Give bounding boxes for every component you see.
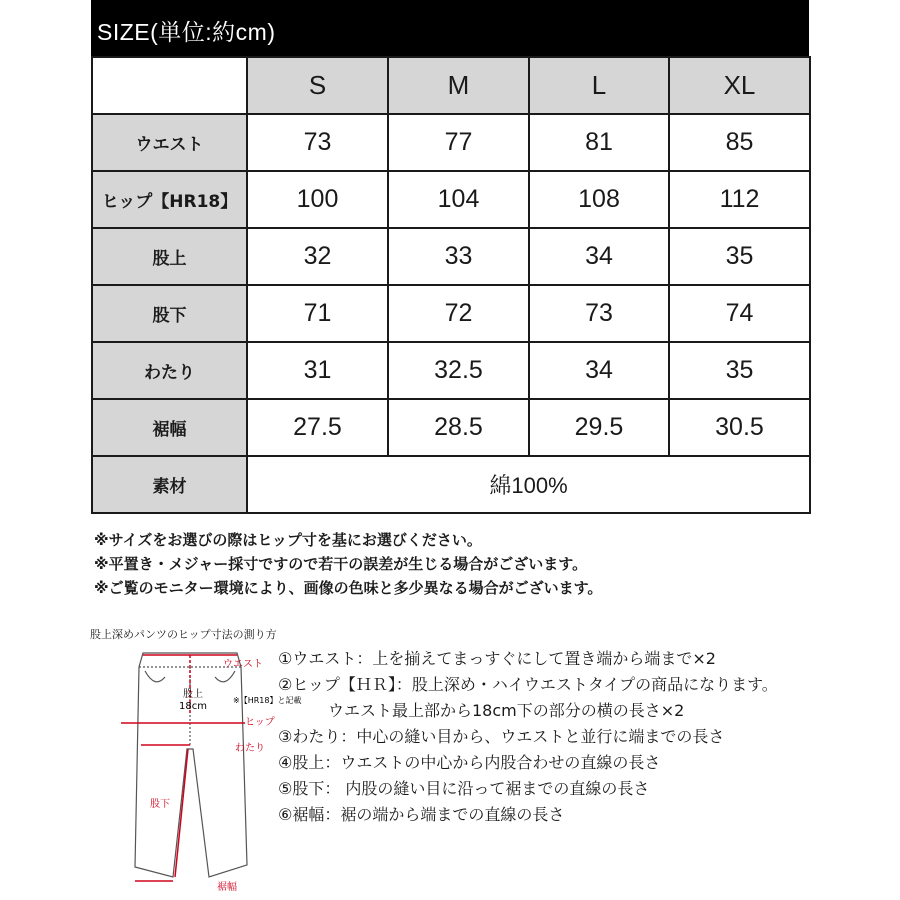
table-cell: 28.5 <box>388 399 529 456</box>
pants-diagram <box>95 645 302 895</box>
material-value: 綿100% <box>247 456 810 513</box>
table-cell: 30.5 <box>669 399 810 456</box>
note-line: ※ご覧のモニター環境により、画像の色味と多少異なる場合がございます。 <box>94 579 603 597</box>
size-header-row <box>92 57 810 114</box>
label-hem: 裾幅 <box>217 882 237 893</box>
step-item: ②ヒップ【ＨＲ】：股上深め・ハイウエストタイプの商品になります。 <box>278 675 778 694</box>
label-inseam: 股下 <box>150 799 170 810</box>
table-cell: 31 <box>247 342 388 399</box>
notes <box>94 528 602 600</box>
table-cell: 34 <box>529 228 669 285</box>
row-label: 素材 <box>92 456 247 513</box>
label-thigh: わたり <box>235 743 265 754</box>
step-item: ⑥裾幅：裾の端から端までの直線の長さ <box>278 805 565 824</box>
size-col-m: M <box>388 57 529 114</box>
note-line: ※平置き・メジャー採寸ですので若干の誤差が生じる場合がございます。 <box>94 555 588 573</box>
size-col-s: S <box>247 57 388 114</box>
table-cell: 32.5 <box>388 342 529 399</box>
row-label: 股上 <box>92 228 247 285</box>
table-cell: 32 <box>247 228 388 285</box>
table-cell: 100 <box>247 171 388 228</box>
size-col-l: L <box>529 57 669 114</box>
size-table <box>91 56 811 514</box>
step-item: ④股上：ウエストの中心から内股合わせの直線の長さ <box>278 753 661 772</box>
step-item: ③わたり：中心の縫い目から、ウエストと並行に端までの長さ <box>278 727 725 746</box>
diagram-title: 股上深めパンツのヒップ寸法の測り方 <box>90 628 277 641</box>
table-cell: 73 <box>529 285 669 342</box>
table-row-rise <box>92 228 810 285</box>
label-waist: ウエスト <box>223 659 263 670</box>
table-cell: 35 <box>669 228 810 285</box>
inseam-line <box>175 749 188 877</box>
row-label: 裾幅 <box>92 399 247 456</box>
table-cell: 72 <box>388 285 529 342</box>
pants-outline <box>135 653 247 877</box>
row-label: ウエスト <box>92 114 247 171</box>
label-rise-length: 18cm <box>179 701 207 712</box>
table-cell: 33 <box>388 228 529 285</box>
table-cell: 85 <box>669 114 810 171</box>
note-line: ※サイズをお選びの際はヒップ寸を基にお選びください。 <box>94 531 482 549</box>
label-rise: 股上 <box>183 689 203 700</box>
table-cell: 112 <box>669 171 810 228</box>
table-row-hip <box>92 171 810 228</box>
table-cell: 34 <box>529 342 669 399</box>
step-item: ウエスト最上部から18cm下の部分の横の長さ×2 <box>328 701 685 720</box>
measurement-steps <box>278 646 778 828</box>
table-cell: 77 <box>388 114 529 171</box>
table-row-material <box>92 456 810 513</box>
table-cell: 27.5 <box>247 399 388 456</box>
table-cell: 104 <box>388 171 529 228</box>
step-item: ①ウエスト：上を揃えてまっすぐにして置き端から端まで×2 <box>278 649 716 668</box>
table-row-thigh <box>92 342 810 399</box>
table-cell: 29.5 <box>529 399 669 456</box>
label-hr-note: ※【HR18】と記載 <box>233 696 302 705</box>
size-col-xl: XL <box>669 57 810 114</box>
table-cell: 81 <box>529 114 669 171</box>
table-row-inseam <box>92 285 810 342</box>
size-header <box>91 0 809 56</box>
table-row-waist <box>92 114 810 171</box>
corner-cell <box>92 57 247 114</box>
table-cell: 73 <box>247 114 388 171</box>
table-cell: 35 <box>669 342 810 399</box>
table-cell: 71 <box>247 285 388 342</box>
row-label: ヒップ【HR18】 <box>92 171 247 228</box>
step-item: ⑤股下： 内股の縫い目に沿って裾までの直線の長さ <box>278 779 650 798</box>
size-title: SIZE(単位:約cm) <box>97 19 276 45</box>
table-cell: 108 <box>529 171 669 228</box>
row-label: 股下 <box>92 285 247 342</box>
label-hip: ヒップ <box>245 717 275 728</box>
table-row-hem <box>92 399 810 456</box>
table-cell: 74 <box>669 285 810 342</box>
row-label: わたり <box>92 342 247 399</box>
